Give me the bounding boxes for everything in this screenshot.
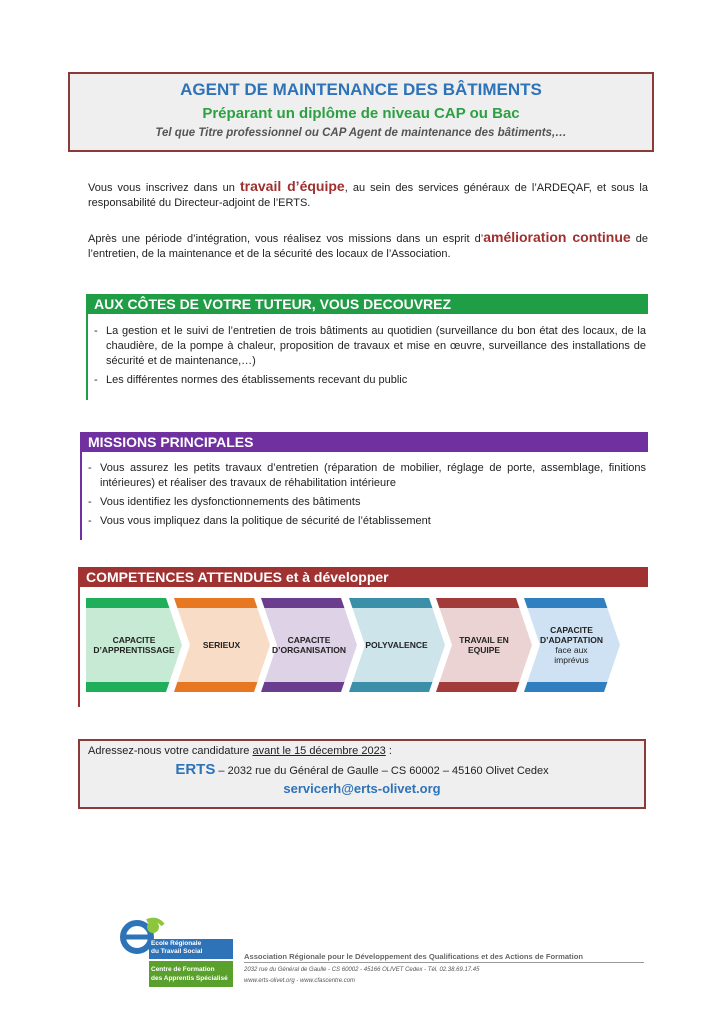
tutor-section-header: AUX CÔTES DE VOTRE TUTEUR, VOUS DECOUVREZ bbox=[86, 294, 648, 314]
skill-label bbox=[174, 598, 270, 692]
footer-divider bbox=[244, 962, 644, 963]
skill-chevron-6 bbox=[524, 598, 620, 692]
missions-section-list bbox=[88, 461, 646, 533]
title-box bbox=[68, 72, 654, 152]
postal-address: ERTS – 2032 rue du Général de Gaulle – CS 60002 – 45160 Olivet Cedex bbox=[175, 761, 549, 778]
skill-label-text: CAPACITE D’APPRENTISSAGE bbox=[93, 635, 175, 655]
skill-chevron-4 bbox=[349, 598, 445, 692]
skill-label-text: CAPACITE D’ORGANISATION bbox=[272, 635, 346, 655]
org-name: ERTS bbox=[175, 761, 216, 778]
tutor-section-list bbox=[94, 324, 646, 392]
skill-label bbox=[86, 598, 182, 692]
skill-label-text: TRAVAIL EN EQUIPE bbox=[459, 635, 509, 655]
skill-chevron-2 bbox=[174, 598, 270, 692]
skills-section-header: COMPETENCES ATTENDUES et à développer bbox=[78, 567, 648, 587]
list-item: - Les différentes normes des établissements recevant du public bbox=[94, 373, 646, 388]
list-item: - Vous vous impliquez dans la politique de sécurité de l’établissement bbox=[88, 514, 646, 529]
highlight-teamwork: travail d’équipe bbox=[239, 178, 345, 194]
list-item: - La gestion et le suivi de l’entretien de trois bâtiments au quotidien (surveillance du bon état des locaux, de la chaudière, de la pompe à chaleur, proposition de travaux et mise en œuvre, surveillance des installations de sécurité et de maintenance,…) bbox=[94, 324, 646, 369]
footer-address: 2032 rue du Général de Gaulle - CS 60002 - 45166 OLIVET Cedex - Tél. 02.38.69.17.45 bbox=[244, 967, 480, 973]
logo-school-name: Ecole Régionale du Travail Social bbox=[151, 940, 203, 955]
missions-section-header: MISSIONS PRINCIPALES bbox=[80, 432, 648, 452]
list-item: - Vous identifiez les dysfonctionnements des bâtiments bbox=[88, 495, 646, 510]
diploma-subtitle: Préparant un diplôme de niveau CAP ou Bac bbox=[202, 105, 520, 122]
skill-label bbox=[436, 598, 532, 692]
erts-logo bbox=[117, 917, 237, 992]
logo-cfa-name: Centre de Formation des Apprentis Spécialisé bbox=[151, 966, 228, 982]
skill-chevron-3 bbox=[261, 598, 357, 692]
job-title: AGENT DE MAINTENANCE DES BÂTIMENTS bbox=[180, 80, 542, 99]
list-item: - Vous assurez les petits travaux d’entretien (réparation de mobilier, réglage de porte, assemblage, finitions intérieures) et réaliser des travaux de réhabilitation intérieure bbox=[88, 461, 646, 491]
intro-paragraph-1: Vous vous inscrivez dans un travail d’équipe, au sein des services généraux de l’ARDEQAF, et sous la responsabilité du Directeur-adjoint de l’ERTS. bbox=[88, 178, 648, 209]
skill-chevron-5 bbox=[436, 598, 532, 692]
intro-paragraph-2: Après une période d’intégration, vous réalisez vos missions dans un esprit d’amélioration continue de l’entretien, de la maintenance et de la sécurité des locaux de l’Association. bbox=[88, 229, 648, 260]
deadline-date: avant le 15 décembre 2023 bbox=[252, 745, 386, 757]
skill-label-sub: face aux imprévus bbox=[554, 645, 589, 665]
application-deadline: Adressez-nous votre candidature avant le 15 décembre 2023 : bbox=[88, 745, 392, 757]
application-box bbox=[78, 739, 646, 809]
email-link[interactable]: servicerh@erts-olivet.org bbox=[283, 781, 441, 796]
skills-section-border bbox=[78, 567, 80, 707]
skill-label bbox=[261, 598, 357, 692]
skill-label-text: CAPACITE D’ADAPTATION bbox=[540, 625, 603, 645]
skill-label-text: SERIEUX bbox=[202, 640, 241, 650]
highlight-continuous-improvement: amélioration continue bbox=[483, 229, 631, 245]
footer-association: Association Régionale pour le Développement des Qualifications et des Actions de Formation bbox=[244, 952, 583, 961]
diploma-note: Tel que Titre professionnel ou CAP Agent de maintenance des bâtiments,… bbox=[155, 127, 567, 139]
skill-chevron-1 bbox=[86, 598, 182, 692]
skill-label-text: POLYVALENCE bbox=[365, 640, 428, 650]
footer-websites[interactable]: www.erts-olivet.org - www.cfascentre.com bbox=[244, 978, 356, 984]
skill-label bbox=[524, 598, 620, 692]
skill-label bbox=[349, 598, 445, 692]
